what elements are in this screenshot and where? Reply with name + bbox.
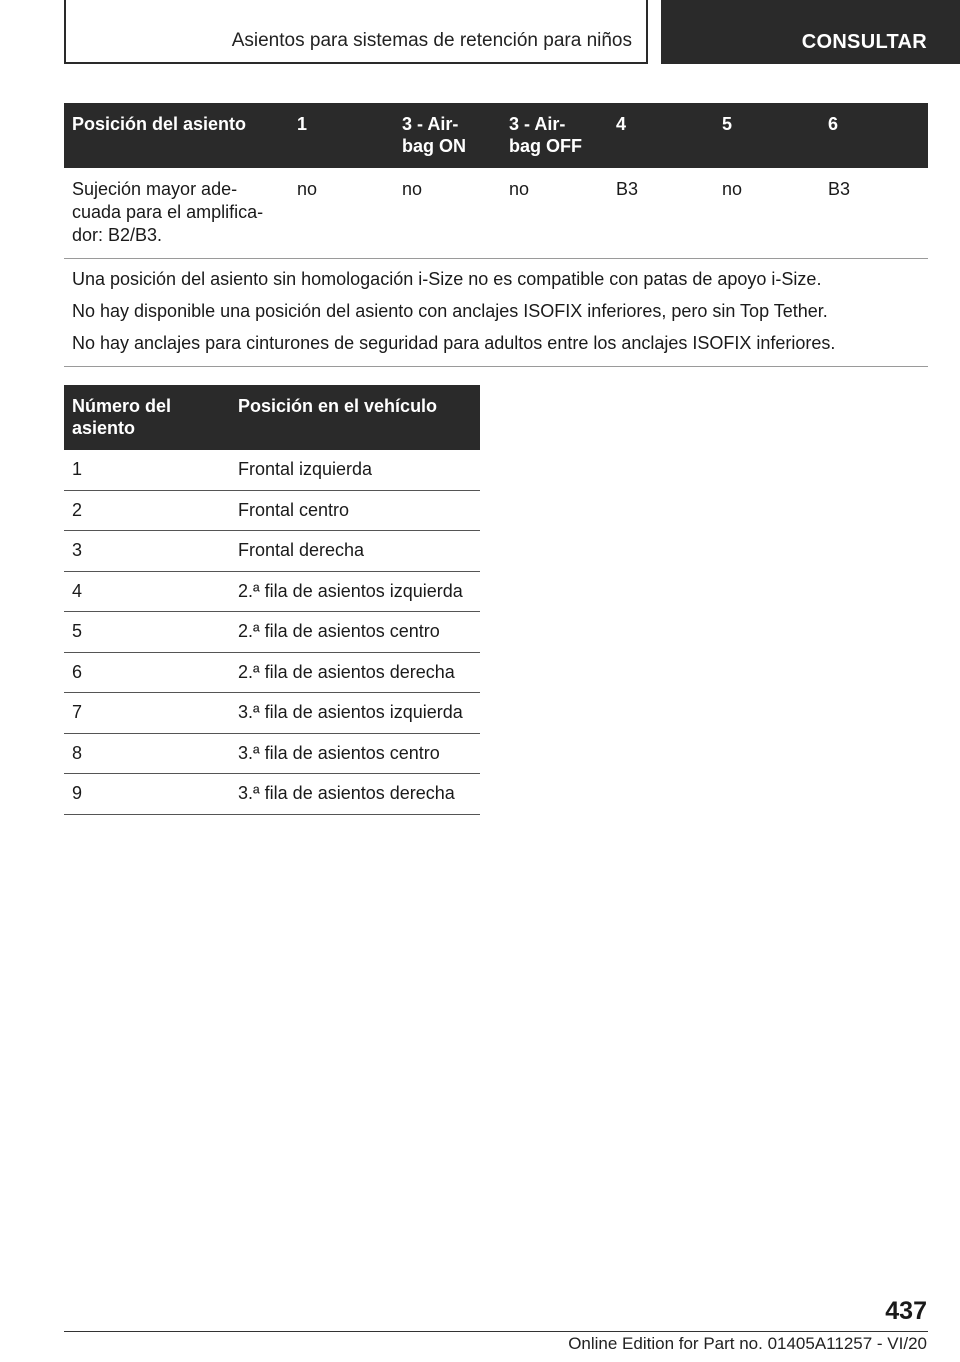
header-cell: 3 - Air- bag OFF — [509, 114, 582, 156]
header-cell: Posición del asiento — [72, 114, 247, 134]
seat-position: Frontal izquierda — [238, 459, 373, 480]
seat-number: 3 — [72, 540, 83, 561]
note: No hay disponible una posición del asiento con anclajes ISOFIX inferiores, pero sin Top Tether. — [72, 301, 828, 321]
table-row — [64, 693, 480, 734]
header-cell: 4 — [616, 114, 627, 134]
table-row — [64, 612, 480, 653]
table-row — [64, 450, 480, 491]
table-row — [64, 531, 480, 572]
seat-number: 4 — [72, 580, 83, 601]
seat-number: 8 — [72, 742, 83, 763]
seat-number-table-body — [64, 450, 480, 815]
seat-position-table-header — [64, 103, 928, 168]
seat-number: 9 — [72, 783, 83, 804]
seat-number: 1 — [72, 459, 83, 480]
seat-number-table — [64, 385, 480, 815]
consultar-tab[interactable] — [661, 0, 960, 64]
table-cell: B3 — [616, 179, 639, 199]
header-cell: Posición en el vehículo — [238, 396, 438, 416]
table-notes — [64, 259, 928, 367]
table-cell: no — [297, 179, 318, 199]
table-row — [64, 734, 480, 775]
header-cell: 5 — [722, 114, 733, 134]
seat-position: Frontal centro — [238, 499, 350, 520]
section-title: Asientos para sistemas de retención para niños — [231, 30, 632, 51]
header-cell: 3 - Air- bag ON — [402, 114, 467, 156]
table-row — [64, 774, 480, 815]
seat-position: 3.ª fila de asientos izquierda — [238, 702, 463, 723]
seat-number: 2 — [72, 499, 83, 520]
header-cell: 6 — [828, 114, 839, 134]
seat-number: 7 — [72, 702, 83, 723]
seat-position-table — [64, 103, 928, 367]
seat-number: 6 — [72, 661, 83, 682]
seat-position: Frontal derecha — [238, 540, 365, 561]
table-cell: no — [509, 179, 530, 199]
section-title-box — [64, 0, 648, 64]
table-cell: no — [402, 179, 423, 199]
table-row — [64, 168, 928, 259]
note: Una posición del asiento sin homologación i-Size no es compatible con patas de apoyo i-Size. — [72, 269, 822, 289]
page-number: 437 — [885, 1297, 927, 1325]
seat-position: 3.ª fila de asientos derecha — [238, 783, 455, 804]
footer-edition: Online Edition for Part no. 01405A11257 - VI/20 — [568, 1334, 927, 1353]
table-cell: B3 — [828, 179, 851, 199]
table-row — [64, 572, 480, 613]
note: No hay anclajes para cinturones de seguridad para adultos entre los anclajes ISOFIX inferiores. — [72, 333, 836, 353]
seat-number: 5 — [72, 621, 83, 642]
seat-position: 3.ª fila de asientos centro — [238, 742, 440, 763]
footer-divider — [64, 1331, 928, 1332]
row-label: Sujeción mayor ade- cuada para el amplifica- dor: B2/B3. — [72, 179, 264, 245]
table-row — [64, 491, 480, 532]
seat-position: 2.ª fila de asientos derecha — [238, 661, 455, 682]
seat-position: 2.ª fila de asientos izquierda — [238, 580, 463, 601]
table-cell: no — [722, 179, 743, 199]
header-cell: 1 — [297, 114, 308, 134]
seat-position: 2.ª fila de asientos centro — [238, 621, 440, 642]
seat-number-table-header — [64, 385, 480, 450]
table-row — [64, 653, 480, 694]
consultar-tab-label: CONSULTAR — [801, 31, 927, 53]
header-cell: Número del asiento — [72, 396, 172, 438]
